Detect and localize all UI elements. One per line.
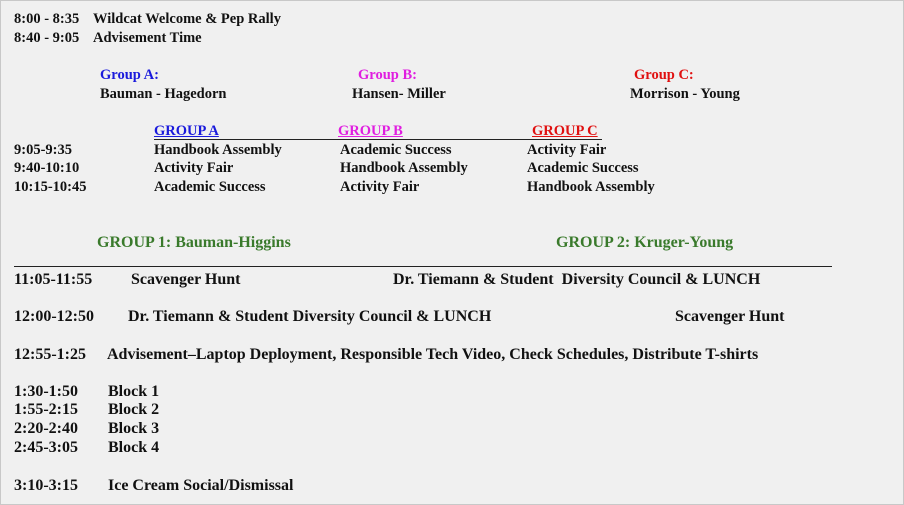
advisement-event: Advisement–Laptop Deployment, Responsible Tech Video, Check Schedules, Distribute T-shirts <box>107 346 759 363</box>
rotation-header-c: GROUP C <box>532 123 598 139</box>
intro-time-1: 8:00 - 8:35 <box>14 11 80 27</box>
intro-time-2: 8:40 - 9:05 <box>14 30 80 46</box>
block-time-1: 1:30-1:50 <box>14 383 78 400</box>
rotation-a-2: Activity Fair <box>154 160 234 176</box>
block-time-3: 2:20-2:40 <box>14 420 78 437</box>
group-a-members: Bauman - Hagedorn <box>100 86 227 102</box>
lunch-group-1-heading: GROUP 1: Bauman-Higgins <box>97 234 291 251</box>
rotation-time-3: 10:15-10:45 <box>14 179 87 195</box>
rotation-header-b: GROUP B <box>338 123 403 139</box>
block-event-3: Block 3 <box>108 420 160 437</box>
rotation-b-3: Activity Fair <box>340 179 420 195</box>
closing-time: 3:10-3:15 <box>14 477 78 494</box>
lunch-divider <box>14 266 832 267</box>
group-b-label: Group B: <box>358 67 417 83</box>
group-a-label: Group A: <box>100 67 159 83</box>
lunch-group-2-heading: GROUP 2: Kruger-Young <box>556 234 734 251</box>
rotation-time-2: 9:40-10:10 <box>14 160 80 176</box>
lunch-time-1: 11:05-11:55 <box>14 271 93 288</box>
rotation-b-2: Handbook Assembly <box>340 160 468 176</box>
rotation-a-3: Academic Success <box>154 179 266 195</box>
block-event-4: Block 4 <box>108 439 160 456</box>
closing-event: Ice Cream Social/Dismissal <box>108 477 294 494</box>
advisement-time: 12:55-1:25 <box>14 346 86 363</box>
rotation-a-1: Handbook Assembly <box>154 142 282 158</box>
lunch-g1-2: Dr. Tiemann & Student Diversity Council & LUNCH <box>128 308 492 325</box>
rotation-b-1: Academic Success <box>340 142 452 158</box>
lunch-g2-1: Dr. Tiemann & Student Diversity Council & LUNCH <box>393 271 761 288</box>
block-time-2: 1:55-2:15 <box>14 401 78 418</box>
intro-event-2: Advisement Time <box>93 30 202 46</box>
rotation-c-2: Academic Success <box>527 160 639 176</box>
lunch-g1-1: Scavenger Hunt <box>131 271 241 288</box>
rotation-c-3: Handbook Assembly <box>527 179 655 195</box>
intro-event-1: Wildcat Welcome & Pep Rally <box>93 11 281 27</box>
block-event-2: Block 2 <box>108 401 160 418</box>
block-event-1: Block 1 <box>108 383 160 400</box>
group-c-label: Group C: <box>634 67 694 83</box>
lunch-g2-2: Scavenger Hunt <box>675 308 785 325</box>
rotation-time-1: 9:05-9:35 <box>14 142 72 158</box>
group-c-members: Morrison - Young <box>630 86 740 102</box>
rotation-c-1: Activity Fair <box>527 142 607 158</box>
rotation-header-a: GROUP A <box>154 123 219 139</box>
lunch-time-2: 12:00-12:50 <box>14 308 94 325</box>
group-b-members: Hansen- Miller <box>352 86 446 102</box>
block-time-4: 2:45-3:05 <box>14 439 78 456</box>
